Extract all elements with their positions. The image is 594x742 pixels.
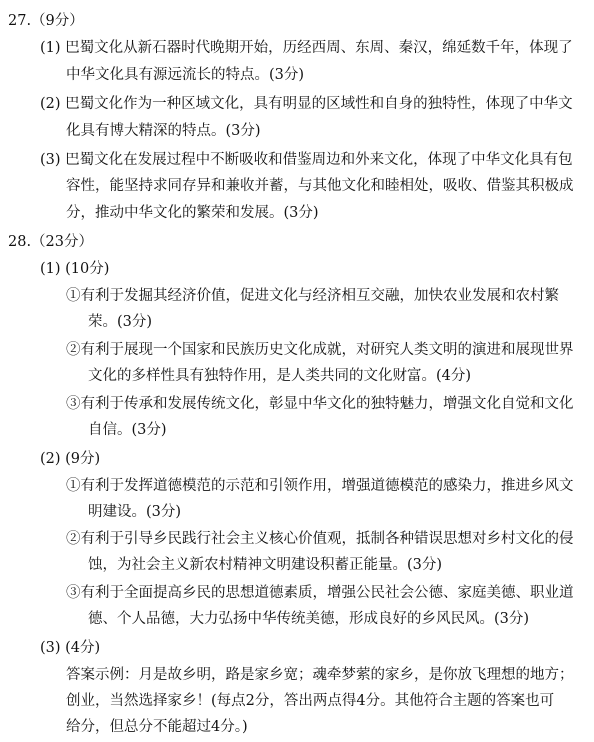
q28-part2-item3-line1: ③有利于全面提高乡民的思想道德素质，增强公民社会公德、家庭美德、职业道 <box>66 585 574 601</box>
q28-part1-item1-line2: 荣。(3分) <box>88 314 153 330</box>
q28-part1-item3-line1: ③有利于传承和发展传统文化，彰显中华文化的独特魅力，增强文化自觉和文化 <box>66 396 574 412</box>
q28-header: 28.（23分） <box>8 234 94 250</box>
q27-item3-line1: (3) 巴蜀文化在发展过程中不断吸收和借鉴周边和外来文化，体现了中华文化具有包 <box>40 152 573 168</box>
q28-part2-header: (2) (9分) <box>40 451 101 467</box>
q28-part2-item1-line2: 明建设。(3分) <box>88 504 182 520</box>
q27-item2-line2: 化具有博大精深的特点。(3分) <box>66 123 261 139</box>
q27-item3-line3: 分，推动中华文化的繁荣和发展。(3分) <box>66 205 319 221</box>
q28-part1-item1-line1: ①有利于发掘其经济价值，促进文化与经济相互交融，加快农业发展和农村繁 <box>66 288 559 304</box>
q28-part3-line2: 创业，当然选择家乡！(每点2分，答出两点得4分。其他符合主题的答案也可 <box>66 693 555 709</box>
q28-part1-header: (1) (10分) <box>40 261 110 277</box>
q28-part2-item2-line1: ②有利于引导乡民践行社会主义核心价值观，抵制各种错误思想对乡村文化的侵 <box>66 531 574 547</box>
q27-item2-line1: (2) 巴蜀文化作为一种区域文化，具有明显的区域性和自身的独特性，体现了中华文 <box>40 96 573 112</box>
q28-part2-item2-line2: 蚀，为社会主义新农村精神文明建设积蓄正能量。(3分) <box>88 557 443 573</box>
q28-part3-line1: 答案示例：月是故乡明，路是家乡宽；魂牵梦萦的家乡，是你放飞理想的地方； <box>66 667 574 683</box>
q28-part3-header: (3) (4分) <box>40 640 101 656</box>
q28-part2-item1-line1: ①有利于发挥道德模范的示范和引领作用，增强道德模范的感染力，推进乡风文 <box>66 478 574 494</box>
q28-part1-item2-line2: 文化的多样性具有独特作用，是人类共同的文化财富。(4分) <box>88 368 472 384</box>
q28-part1-item2-line1: ②有利于展现一个国家和民族历史文化成就，对研究人类文明的演进和展现世界 <box>66 342 574 358</box>
q28-part2-item3-line2: 德、个人品德，大力弘扬中华传统美德，形成良好的乡风民风。(3分) <box>88 611 530 627</box>
q27-item3-line2: 容性，能坚持求同存异和兼收并蓄，与其他文化和睦相处，吸收、借鉴其积极成 <box>66 178 574 194</box>
q28-part3-line3: 给分，但总分不能超过4分。) <box>66 719 248 735</box>
q27-header: 27.（9分） <box>8 13 84 29</box>
q27-item1-line2: 中华文化具有源远流长的特点。(3分) <box>66 67 305 83</box>
q28-part1-item3-line2: 自信。(3分) <box>88 422 167 438</box>
q27-item1-line1: (1) 巴蜀文化从新石器时代晚期开始，历经西周、东周、秦汉，绵延数千年，体现了 <box>40 40 573 56</box>
